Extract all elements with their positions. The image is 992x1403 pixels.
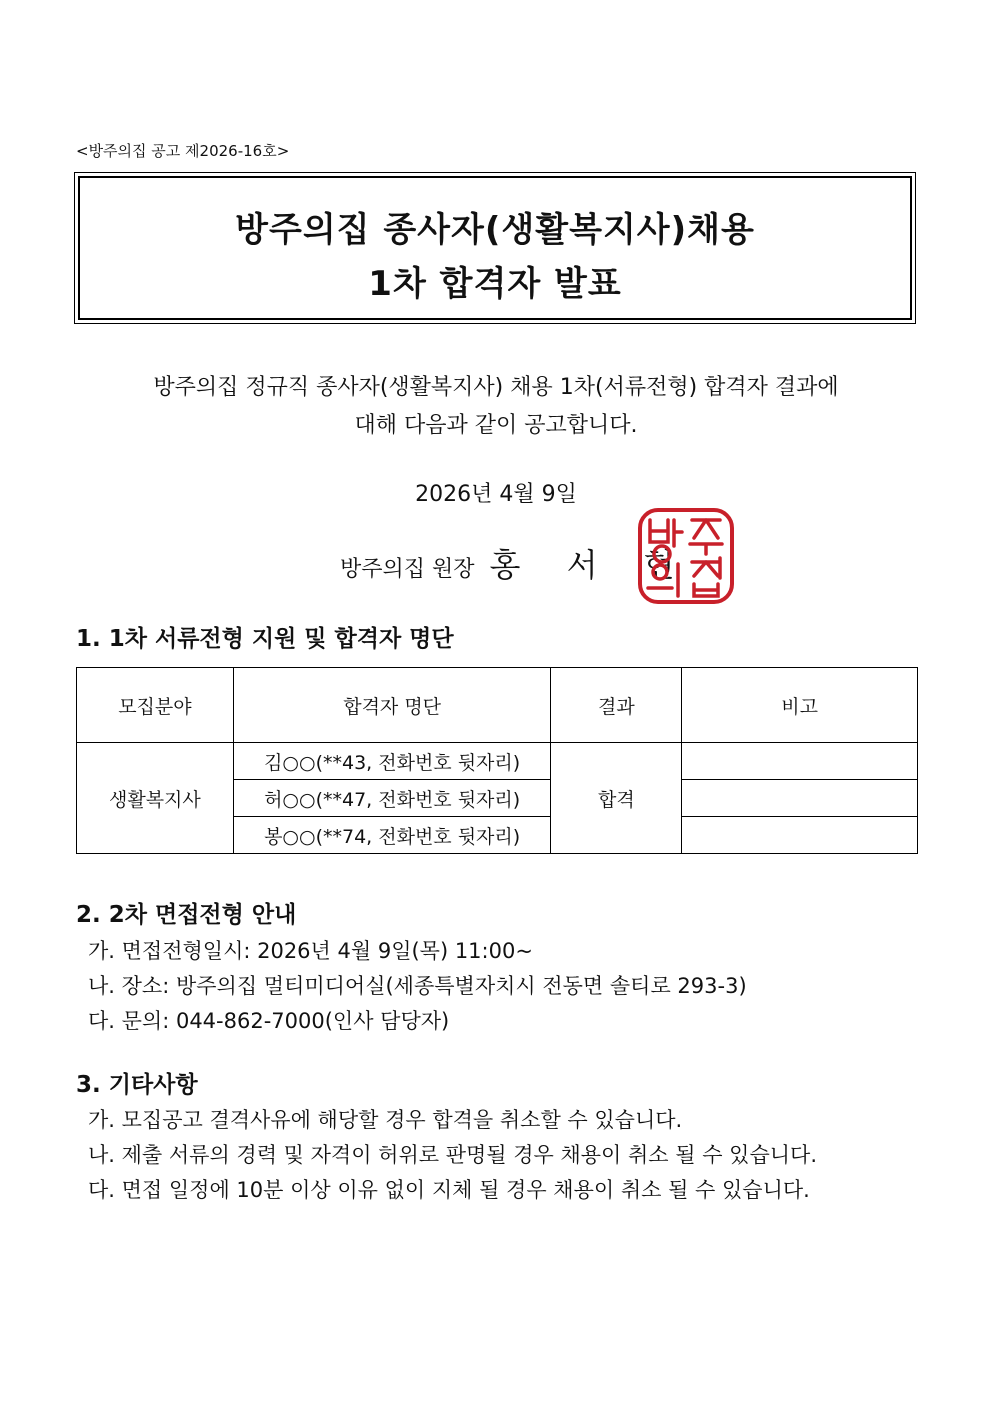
results-table <box>76 667 918 854</box>
table-header-row <box>77 668 918 743</box>
col-header-candidates: 합격자 명단 <box>233 668 551 743</box>
col-header-result: 결과 <box>551 668 682 743</box>
section1-heading: 1. 1차 서류전형 지원 및 합격자 명단 <box>76 626 454 652</box>
title-line-1: 방주의집 종사자(생활복지사)채용 <box>235 210 755 250</box>
intro-line-1: 방주의집 정규직 종사자(생활복지사) 채용 1차(서류전형) 합격자 결과에 <box>153 375 839 400</box>
section2-item: 다. 문의: 044-862-7000(인사 담당자) <box>88 1009 450 1033</box>
remark-cell <box>682 743 918 780</box>
section3-item: 나. 제출 서류의 경력 및 자격이 허위로 판명될 경우 채용이 취소 될 수 있습니다. <box>88 1143 817 1167</box>
remark-cell <box>682 780 918 817</box>
notice-number: <방주의집 공고 제2026-16호> <box>76 142 290 160</box>
remark-cell <box>682 817 918 854</box>
candidate-cell: 김○○(**43, 전화번호 뒷자리) <box>233 743 551 780</box>
section3-heading: 3. 기타사항 <box>76 1072 198 1098</box>
signer-title: 방주의집 원장 <box>340 557 475 582</box>
candidate-cell: 봉○○(**74, 전화번호 뒷자리) <box>233 817 551 854</box>
title-box-inner <box>78 176 912 320</box>
section3-item: 다. 면접 일정에 10분 이상 이유 없이 지체 될 경우 채용이 취소 될 수 있습니다. <box>88 1178 810 1202</box>
col-header-remarks: 비고 <box>682 668 918 743</box>
col-header-field: 모집분야 <box>77 668 234 743</box>
signer-name: 홍 서 현 <box>489 546 693 584</box>
field-cell: 생활복지사 <box>77 743 234 854</box>
candidate-cell: 허○○(**47, 전화번호 뒷자리) <box>233 780 551 817</box>
announcement-date: 2026년 4월 9일 <box>415 482 577 507</box>
section2-item: 가. 면접전형일시: 2026년 4월 9일(목) 11:00~ <box>88 939 533 963</box>
table-row <box>77 743 918 780</box>
section2-item: 나. 장소: 방주의집 멀티미디어실(세종특별자치시 전동면 솔티로 293-3) <box>88 974 747 998</box>
result-cell: 합격 <box>551 743 682 854</box>
official-seal-icon <box>636 506 736 606</box>
title-line-2: 1차 합격자 발표 <box>368 264 622 304</box>
section2-heading: 2. 2차 면접전형 안내 <box>76 902 297 928</box>
intro-line-2: 대해 다음과 같이 공고합니다. <box>354 413 638 438</box>
section3-item: 가. 모집공고 결격사유에 해당할 경우 합격을 취소할 수 있습니다. <box>88 1108 683 1132</box>
title-box <box>74 172 916 324</box>
